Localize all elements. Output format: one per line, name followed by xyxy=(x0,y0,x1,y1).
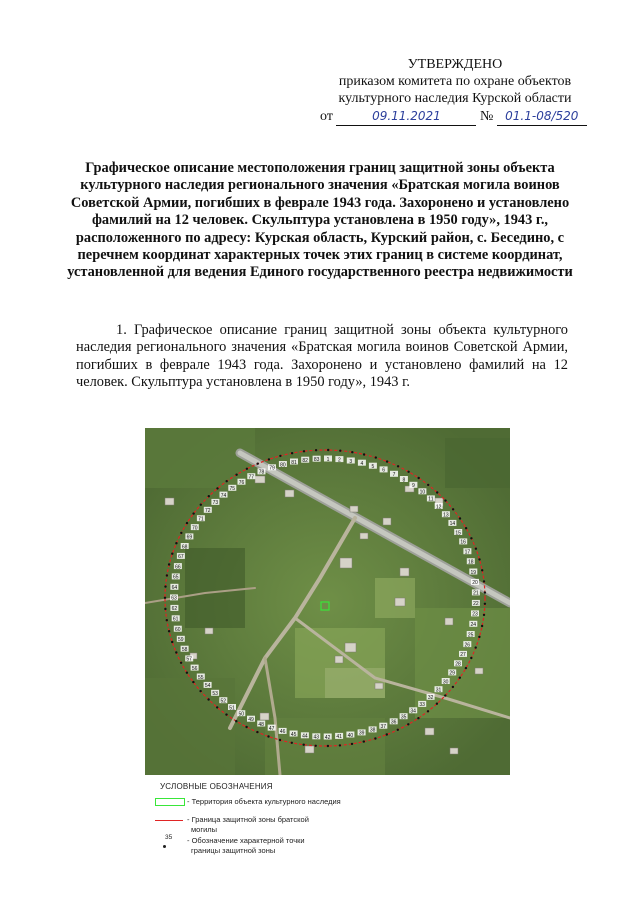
boundary-point xyxy=(279,739,281,741)
boundary-point xyxy=(452,686,454,688)
point-label: 23 xyxy=(472,611,478,618)
point-label: 63 xyxy=(171,595,177,602)
point-label: 42 xyxy=(324,734,331,741)
legend-point-number: 35 xyxy=(165,834,173,841)
boundary-point xyxy=(315,745,317,747)
boundary-point xyxy=(478,558,480,560)
point-label: 30 xyxy=(442,679,449,686)
boundary-point xyxy=(226,480,228,482)
point-label: 4 xyxy=(360,461,364,467)
point-label: 19 xyxy=(470,569,477,576)
point-label: 75 xyxy=(229,486,236,493)
point-label: 13 xyxy=(443,512,449,519)
boundary-point xyxy=(444,499,446,501)
point-label: 20 xyxy=(472,580,478,587)
point-label: 78 xyxy=(258,469,265,476)
point-label: 80 xyxy=(280,462,286,469)
boundary-point xyxy=(407,471,409,473)
boundary-point xyxy=(327,745,329,747)
boundary-point xyxy=(291,452,293,454)
boundary-point xyxy=(397,465,399,467)
point-label: 57 xyxy=(186,656,192,663)
point-label: 46 xyxy=(279,729,286,736)
boundary-point xyxy=(268,458,270,460)
point-label: 38 xyxy=(369,727,376,734)
point-label: 3 xyxy=(349,458,353,465)
boundary-point xyxy=(180,532,182,534)
boundary-point xyxy=(351,451,353,453)
point-label: 55 xyxy=(198,674,204,681)
point-label: 76 xyxy=(238,480,245,486)
boundary-point xyxy=(175,651,177,653)
point-label: 83 xyxy=(313,457,320,463)
boundary-point xyxy=(192,681,194,683)
point-label: 8 xyxy=(402,477,406,484)
point-label: 65 xyxy=(173,574,179,581)
boundary-point xyxy=(436,703,438,705)
point-label: 45 xyxy=(290,731,297,738)
boundary-point xyxy=(470,657,472,659)
boundary-point xyxy=(363,453,365,455)
point-label: 47 xyxy=(268,725,275,732)
boundary-point xyxy=(166,574,168,576)
boundary-point xyxy=(216,706,218,708)
boundary-point xyxy=(257,463,259,465)
point-label: 52 xyxy=(220,698,227,705)
legend-text-1: - Территория объекта культурного наследия xyxy=(187,797,341,806)
point-label: 37 xyxy=(380,724,387,730)
boundary-point xyxy=(235,720,237,722)
boundary-point xyxy=(465,667,467,669)
point-label: 70 xyxy=(192,525,198,532)
boundary-point xyxy=(166,619,168,621)
point-label: 44 xyxy=(302,733,308,740)
approval-line-2: приказом комитета по охране объектов xyxy=(338,74,572,89)
boundary-point xyxy=(303,744,305,746)
boundary-point xyxy=(256,731,258,733)
boundary-point xyxy=(481,625,483,627)
boundary-point xyxy=(339,450,341,452)
point-label: 18 xyxy=(468,559,474,566)
point-label: 25 xyxy=(467,632,474,639)
point-label: 11 xyxy=(428,496,434,503)
boundary-point xyxy=(351,743,353,745)
point-label: 53 xyxy=(212,691,218,698)
point-label: 32 xyxy=(427,695,434,702)
boundary-point xyxy=(397,729,399,731)
number-field xyxy=(497,108,587,126)
point-label: 51 xyxy=(229,705,235,712)
boundary-point xyxy=(168,630,170,632)
point-label: 54 xyxy=(204,683,211,690)
point-label: 6 xyxy=(382,467,385,474)
boundary-point xyxy=(374,737,376,739)
boundary-point xyxy=(327,449,329,451)
point-label: 35 xyxy=(400,714,407,721)
boundary-point xyxy=(267,735,269,737)
boundary-point xyxy=(475,548,477,550)
point-label: 77 xyxy=(248,474,255,481)
point-label: 74 xyxy=(220,492,227,499)
boundary-point xyxy=(225,713,227,715)
point-label: 62 xyxy=(171,606,178,613)
point-label: 67 xyxy=(178,554,184,561)
boundary-point xyxy=(475,646,477,648)
point-label: 9 xyxy=(412,483,415,490)
point-label: 24 xyxy=(470,622,477,629)
boundary-point xyxy=(164,597,166,599)
point-label: 27 xyxy=(460,652,466,659)
section-paragraph xyxy=(76,322,568,392)
point-label: 40 xyxy=(347,732,354,739)
point-label: 72 xyxy=(205,508,211,515)
boundary-point xyxy=(375,456,377,458)
boundary-point xyxy=(459,677,461,679)
boundary-point xyxy=(427,710,429,712)
point-label: 31 xyxy=(435,687,442,694)
point-label: 49 xyxy=(248,717,254,723)
green-rect-icon xyxy=(155,798,185,806)
point-label: 61 xyxy=(172,616,179,623)
point-label: 29 xyxy=(449,670,455,677)
boundary-point xyxy=(407,723,409,725)
point-label: 66 xyxy=(175,564,181,571)
approval-date-line xyxy=(320,108,587,126)
boundary-point xyxy=(171,553,173,555)
point-label: 64 xyxy=(171,585,178,592)
boundary-point xyxy=(186,522,188,524)
point-label: 12 xyxy=(435,504,442,511)
boundary-point xyxy=(427,484,429,486)
boundary-point xyxy=(478,636,480,638)
point-label: 82 xyxy=(302,458,308,464)
point-label: 68 xyxy=(181,544,188,551)
boundary-point xyxy=(175,542,177,544)
boundary-point xyxy=(208,495,210,497)
boundary-point xyxy=(417,717,419,719)
boundary-point xyxy=(246,468,248,470)
point-label: 48 xyxy=(258,721,264,728)
point-label: 39 xyxy=(358,730,365,737)
point-label: 60 xyxy=(175,627,181,633)
point-label: 10 xyxy=(419,489,426,496)
point-dot-icon xyxy=(163,845,166,848)
point-label: 22 xyxy=(473,601,479,608)
boundary-point xyxy=(436,491,438,493)
point-label: 71 xyxy=(198,516,204,523)
approval-heading: УТВЕРЖДЕНО xyxy=(407,57,503,72)
boundary-point xyxy=(180,662,182,664)
point-label: 7 xyxy=(392,472,396,479)
point-label: 15 xyxy=(455,530,461,537)
handwritten-date: 09.11.2021 xyxy=(372,109,441,123)
approval-block xyxy=(300,56,610,124)
boundary-point xyxy=(484,591,486,593)
boundary-point xyxy=(291,742,293,744)
boundary-point xyxy=(207,698,209,700)
legend-text-2a: - Граница защитной зоны братской xyxy=(187,815,309,824)
boundary-point xyxy=(315,449,317,451)
point-label: 36 xyxy=(390,719,397,726)
point-label: 16 xyxy=(460,539,466,546)
boundary-point xyxy=(168,563,170,565)
point-label: 59 xyxy=(178,637,184,644)
boundary-point xyxy=(483,580,485,582)
number-label: № xyxy=(479,109,494,124)
legend-text-2b: могилы xyxy=(191,825,218,834)
map-svg xyxy=(145,428,510,775)
point-label: 69 xyxy=(186,534,193,541)
boundary-point xyxy=(386,460,388,462)
boundary-point xyxy=(363,740,365,742)
point-label: 28 xyxy=(455,661,461,668)
point-label: 50 xyxy=(238,711,245,718)
paragraph-text: 1. Графическое описание границ защитной зоны объекта культурного наследия регионального значения «Братская могила воинов Советской Армии, погибших в феврале 1943 года. Захоронено и установлено фамилий на 12 человек. Скульптура установлена в 1950 году», 1943 г. xyxy=(76,322,568,391)
aerial-map xyxy=(145,428,510,775)
red-line-icon xyxy=(155,820,183,821)
boundary-point xyxy=(216,487,218,489)
boundary-point xyxy=(386,733,388,735)
boundary-point xyxy=(303,450,305,452)
boundary-point xyxy=(483,614,485,616)
point-label: 79 xyxy=(269,465,275,472)
boundary-point xyxy=(484,603,486,605)
boundary-point xyxy=(164,608,166,610)
boundary-point xyxy=(418,477,420,479)
point-label: 81 xyxy=(291,459,297,466)
point-label: 1 xyxy=(326,456,330,463)
boundary-point xyxy=(235,474,237,476)
boundary-point xyxy=(192,512,194,514)
legend-title: УСЛОВНЫЕ ОБОЗНАЧЕНИЯ xyxy=(160,782,273,791)
boundary-point xyxy=(245,726,247,728)
handwritten-number: 01.1-08/520 xyxy=(505,109,579,123)
point-label: 41 xyxy=(336,734,342,741)
point-label: 34 xyxy=(410,708,416,715)
boundary-point xyxy=(171,641,173,643)
boundary-point xyxy=(199,690,201,692)
legend-text-3b: границы защитной зоны xyxy=(191,846,276,855)
point-label: 26 xyxy=(464,642,471,649)
legend-text-3a: - Обозначение характерной точки xyxy=(187,836,305,845)
map-legend xyxy=(145,778,510,858)
boundary-point xyxy=(164,585,166,587)
point-label: 58 xyxy=(181,647,188,653)
boundary-point xyxy=(452,508,454,510)
point-label: 5 xyxy=(371,464,375,470)
from-label: от xyxy=(320,109,333,124)
approval-line-3: культурного наследия Курской области xyxy=(338,91,572,106)
boundary-point xyxy=(186,672,188,674)
point-label: 14 xyxy=(449,521,456,528)
boundary-point xyxy=(200,504,202,506)
point-label: 2 xyxy=(338,457,341,464)
boundary-point xyxy=(444,694,446,696)
point-label: 33 xyxy=(419,702,425,709)
boundary-point xyxy=(481,569,483,571)
date-field xyxy=(336,108,476,126)
document-title: Графическое описание местоположения границ защитной зоны объекта культурного наследия регионального значения «Братская могила воинов Советской Армии, погибших в феврале 1943 года. Захоронено и установлено фамилий на 12 человек. Скульптура установлена в 1950 году», 1943 г., расположенного по адресу: Курская область, Курский район, с. Беседино, с перечнем координат характерных точек этих границ в системе координат, установленной для ведения Единого государственного реестра недвижимости xyxy=(67,160,573,281)
point-label: 73 xyxy=(212,500,219,507)
boundary-point xyxy=(470,537,472,539)
point-label: 43 xyxy=(313,734,320,741)
boundary-point xyxy=(339,744,341,746)
boundary-point xyxy=(279,455,281,457)
point-label: 56 xyxy=(191,665,198,672)
point-label: 21 xyxy=(473,590,479,597)
point-label: 17 xyxy=(464,549,471,556)
boundary-point xyxy=(465,527,467,529)
boundary-point xyxy=(459,517,461,519)
